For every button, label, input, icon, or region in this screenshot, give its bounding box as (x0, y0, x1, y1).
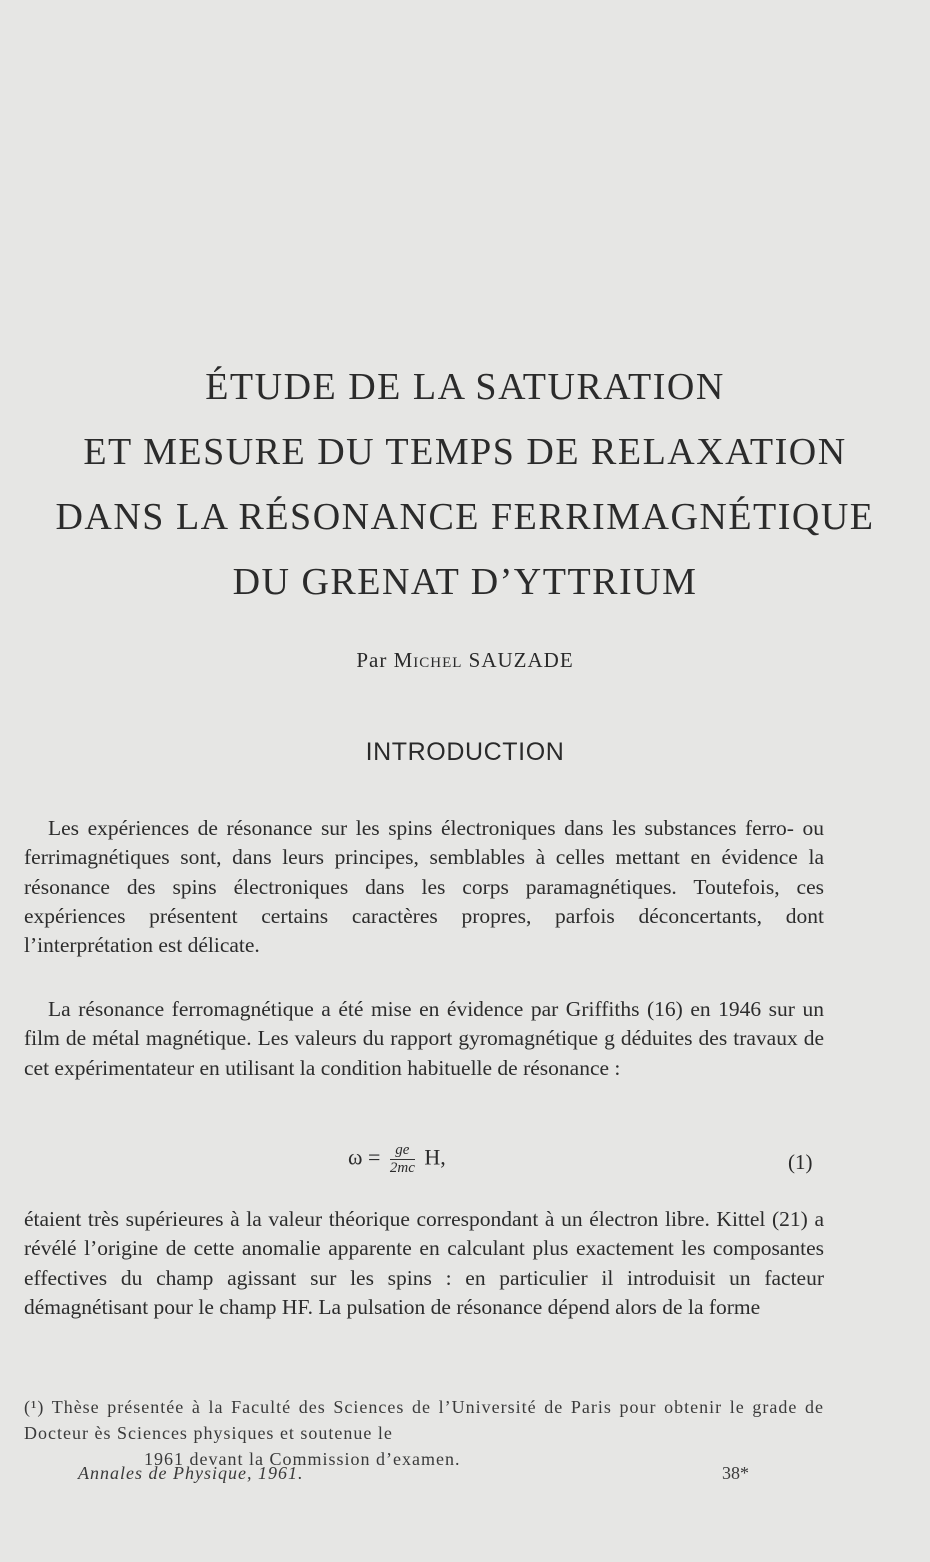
title-line-4: DU GRENAT D’YTTRIUM (232, 561, 698, 603)
journal-footer: Annales de Physique, 1961. (78, 1463, 304, 1483)
paragraph-3: étaient très supérieures à la valeur théorique correspondant à un électron libre. Kittel (21) a révélé l’origine de cette anomalie apparente en calculant plus exactement les composantes effectives du champ agissant sur les spins : en particulier il introduisit un facteur démagnétisant pour le champ HF. La pulsation de résonance dépend alors de la forme (24, 1207, 824, 1319)
byline-prefix: Par (356, 648, 388, 672)
equation-number: (1) (788, 1150, 813, 1174)
fraction-numerator: ge (390, 1142, 415, 1160)
page-signature-mark: 38* (722, 1463, 749, 1483)
title-line-2: ET MESURE DU TEMPS DE RELAXATION (83, 431, 847, 473)
equation-fraction (390, 1142, 415, 1177)
equation-rhs: H, (424, 1144, 446, 1170)
section-heading: INTRODUCTION (365, 738, 565, 766)
footnote-line-1: (¹) Thèse présentée à la Faculté des Sciences de l’Université de Paris pour obtenir le grade de Docteur ès Sciences physiques et soutenue le (24, 1397, 824, 1443)
fraction-denominator: 2mc (389, 1160, 415, 1176)
author-byline (0, 648, 930, 673)
author-last-name: SAUZADE (468, 648, 574, 672)
title-line-1: ÉTUDE DE LA SATURATION (205, 366, 725, 408)
author-first-name: Michel (393, 648, 463, 672)
equation-body (348, 1142, 446, 1177)
paragraph-2: La résonance ferromagnétique a été mise en évidence par Griffiths (16) en 1946 sur un film de métal magnétique. Les valeurs du rapport gyromagnétique g déduites des travaux de cet expérimentateur en utilisant la condition habituelle de résonance : (24, 997, 824, 1080)
footnote (24, 1394, 824, 1472)
paragraph-1: Les expériences de résonance sur les spins électroniques dans les substances ferro- ou ferrimagnétiques sont, dans leurs principes, semblables à celles mettant en évidence la résonance des spins électroniques dans les corps paramagnétiques. Toutefois, ces expériences présentent certains caractères propres, parfois déconcertants, dont l’interprétation est délicate. (24, 816, 824, 958)
footnote-line-2: 1961 devant la Commission d’examen. (144, 1449, 461, 1469)
title-line-3: DANS LA RÉSONANCE FERRIMAGNÉTIQUE (55, 496, 875, 538)
equation-lhs: ω = (348, 1144, 381, 1170)
equation-1 (0, 1138, 930, 1186)
